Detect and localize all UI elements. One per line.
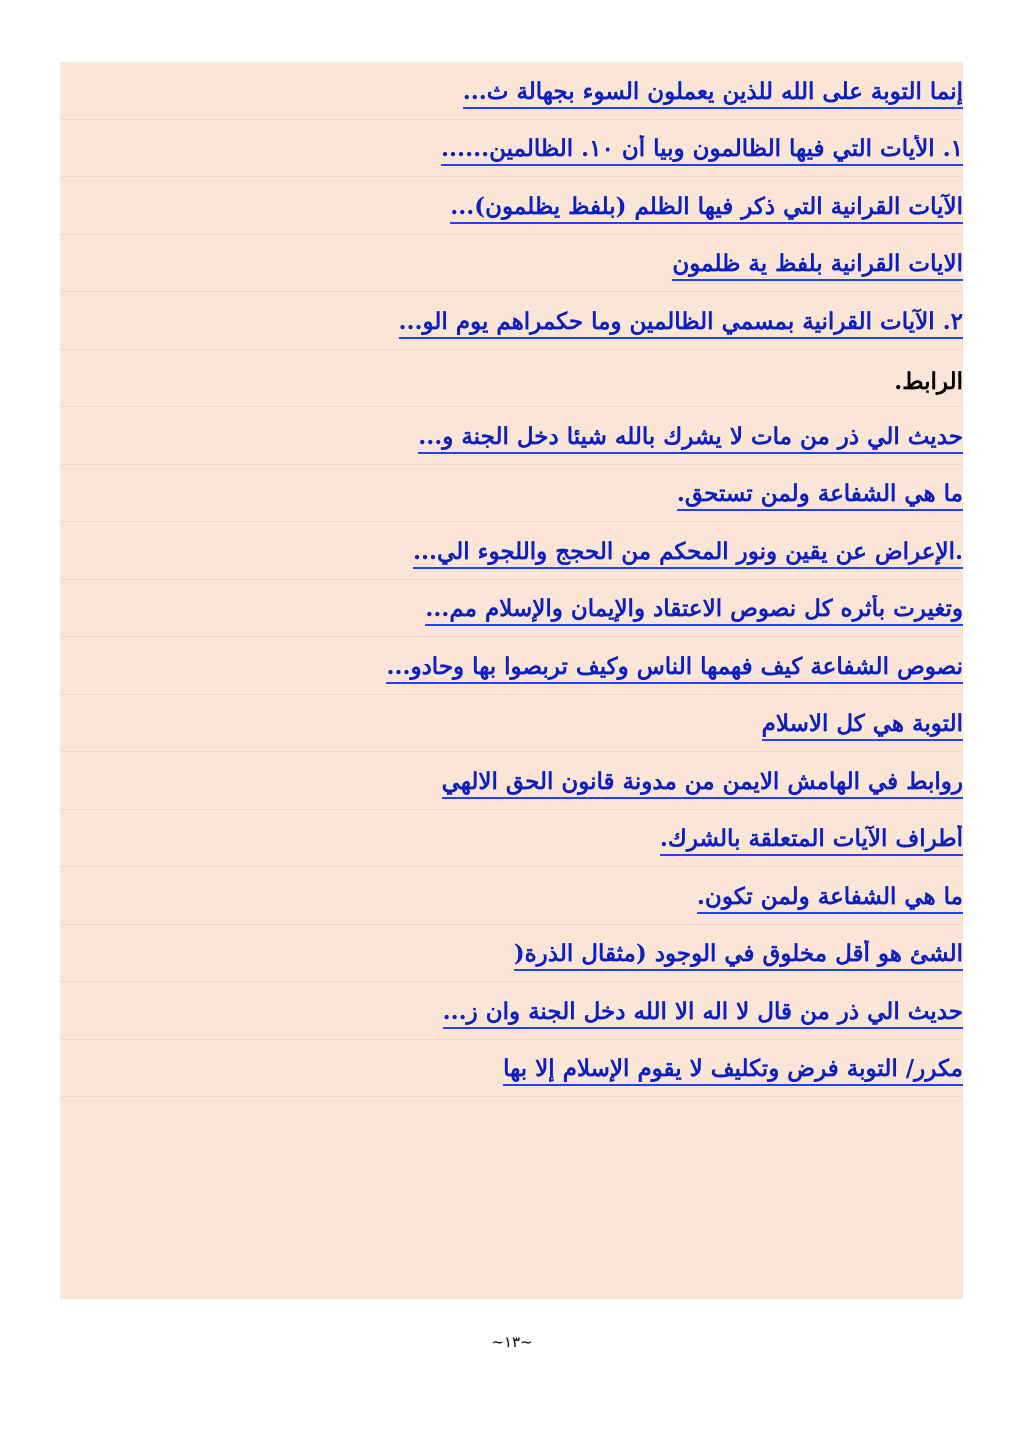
link-item[interactable]: الشئ هو أقل مخلوق في الوجود (مثقال الذرة( [514, 940, 963, 971]
list-item [60, 407, 963, 465]
link-item[interactable]: أطراف الآيات المتعلقة بالشرك. [660, 825, 963, 856]
link-item[interactable]: الآيات القرانية التي ذكر فيها الظلم (بلفظ يظلمون)... [450, 193, 963, 224]
list-item [60, 62, 963, 120]
link-item[interactable]: ٢. الآيات القرانية بمسمي الظالمين وما حكمراهم يوم الو... [399, 308, 963, 339]
link-item[interactable]: روابط في الهامش الايمن من مدونة قانون الحق الالهي [442, 768, 963, 799]
list-item [60, 580, 963, 638]
list-item [60, 925, 963, 983]
list-item [60, 1040, 963, 1098]
list-item [60, 235, 963, 293]
list-item [60, 177, 963, 235]
page-number: ~١٣~ [491, 1333, 533, 1351]
link-item[interactable]: إنما التوبة على الله للذين يعملون السوء بجهالة ث... [463, 78, 963, 109]
list-item [60, 982, 963, 1040]
section-heading: الرابط. [894, 368, 963, 396]
link-item[interactable]: حديث الي ذر من قال لا اله الا الله دخل الجنة وان ز... [443, 998, 963, 1029]
list-item [60, 120, 963, 178]
link-item[interactable]: مكرر/ التوبة فرض وتكليف لا يقوم الإسلام إلا بها [503, 1055, 963, 1086]
link-item[interactable]: الايات القرانية بلفظ ية ظلمون [672, 250, 963, 281]
list-item [60, 810, 963, 868]
link-item[interactable]: .الإعراض عن يقين ونور المحكم من الحجج واللجوء الي... [413, 538, 963, 569]
list-item [60, 522, 963, 580]
link-item[interactable]: ما هي الشفاعة ولمن تستحق. [677, 480, 963, 511]
list-item [60, 867, 963, 925]
list-item [60, 752, 963, 810]
list-item [60, 350, 963, 408]
list-item [60, 637, 963, 695]
link-item[interactable]: حديث الي ذر من مات لا يشرك بالله شيئا دخل الجنة و... [418, 423, 963, 454]
link-item[interactable]: التوبة هي كل الاسلام [762, 710, 963, 741]
link-item[interactable]: نصوص الشفاعة كيف فهمها الناس وكيف تربصوا بها وحادو... [386, 653, 963, 684]
link-item[interactable]: وتغيرت بأثره كل نصوص الاعتقاد والإيمان والإسلام مم... [425, 595, 963, 626]
list-item [60, 465, 963, 523]
list-item [60, 292, 963, 350]
link-item[interactable]: ما هي الشفاعة ولمن تكون. [697, 883, 963, 914]
link-item[interactable]: ١. الأيات التي فيها الظالمون وبيا أن ١٠. الظالمين...... [441, 135, 963, 166]
link-list [60, 62, 963, 1097]
list-item [60, 695, 963, 753]
